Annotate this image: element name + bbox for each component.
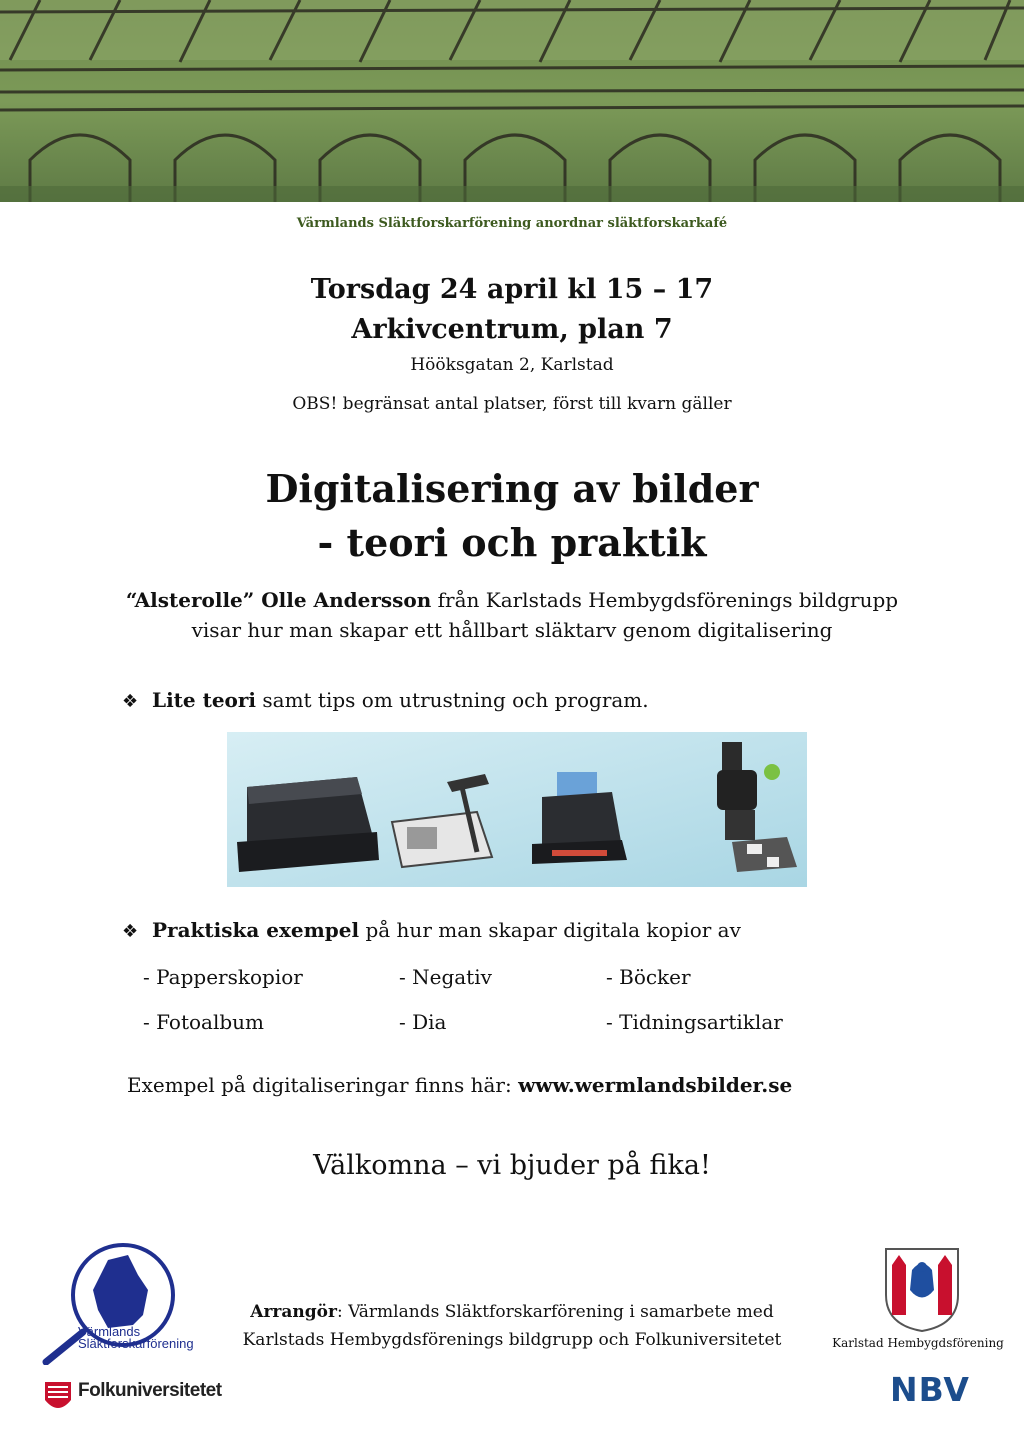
bullet-practical-text: på hur man skapar digitala kopior av	[359, 918, 741, 942]
item-papperskopior: - Papperskopior	[143, 965, 303, 989]
event-date-time: Torsdag 24 april kl 15 – 17	[310, 274, 714, 305]
item-dia: - Dia	[399, 1010, 447, 1034]
examples-line	[127, 1073, 792, 1097]
header-aqueduct-image	[0, 0, 1024, 202]
crest-caption: Karlstad Hembygdsförening	[832, 1336, 1004, 1350]
bullet-practical	[122, 918, 741, 942]
bullet-practical-bold: Praktiska exempel	[152, 918, 360, 942]
welcome-text: Välkomna – vi bjuder på fika!	[313, 1150, 711, 1181]
arranger-label: Arrangör	[250, 1302, 337, 1322]
organizer-line: Värmlands Släktforskarförening anordnar släktforskarkafé	[296, 216, 728, 231]
examples-text: Exempel på digitaliseringar finns här:	[127, 1073, 519, 1097]
bullet-theory-bold: Lite teori	[152, 688, 257, 712]
speaker-affiliation: från Karlstads Hembygdsförenings bildgrupp	[431, 588, 899, 612]
vsf-logo-line-2: Släktforskarförening	[78, 1336, 194, 1351]
speaker-description: visar hur man skapar ett hållbart släktarv genom digitalisering	[191, 618, 833, 642]
title-line-1: Digitalisering av bilder	[265, 466, 759, 511]
folkuniversitetet-logo-text: Folkuniversitetet	[78, 1380, 222, 1401]
speaker-line	[0, 588, 1024, 612]
folkuniversitetet-logo-icon	[43, 1378, 73, 1416]
arranger-line-2: Karlstads Hembygdsförenings bildgrupp och Folkuniversitetet	[242, 1330, 782, 1350]
item-bocker: - Böcker	[606, 965, 691, 989]
vsf-logo-text	[78, 1326, 194, 1350]
title-line-2: - teori och praktik	[317, 520, 707, 565]
speaker-name: “Alsterolle” Olle Andersson	[125, 588, 432, 612]
diamond-bullet-icon: ❖	[122, 921, 139, 942]
nbv-logo: NBV	[890, 1370, 970, 1409]
bullet-theory-text: samt tips om utrustning och program.	[256, 688, 649, 712]
item-negativ: - Negativ	[399, 965, 492, 989]
event-place: Arkivcentrum, plan 7	[351, 314, 673, 345]
examples-link[interactable]: www.wermlandsbilder.se	[518, 1073, 793, 1097]
event-address: Hööksgatan 2, Karlstad	[410, 355, 614, 375]
item-fotoalbum: - Fotoalbum	[143, 1010, 264, 1034]
bullet-theory	[122, 688, 649, 712]
vsf-logo-line-1: Värmlands	[78, 1324, 141, 1339]
equipment-image	[227, 732, 807, 887]
event-notice: OBS! begränsat antal platser, först till kvarn gäller	[292, 394, 732, 414]
karlstad-crest-icon	[882, 1245, 962, 1333]
item-tidningsartiklar: - Tidningsartiklar	[606, 1010, 783, 1034]
diamond-bullet-icon: ❖	[122, 691, 139, 712]
flatbed-scanner-icon	[237, 777, 379, 872]
arranger-text-1: : Värmlands Släktforskarförening i samarbete med	[336, 1302, 774, 1322]
